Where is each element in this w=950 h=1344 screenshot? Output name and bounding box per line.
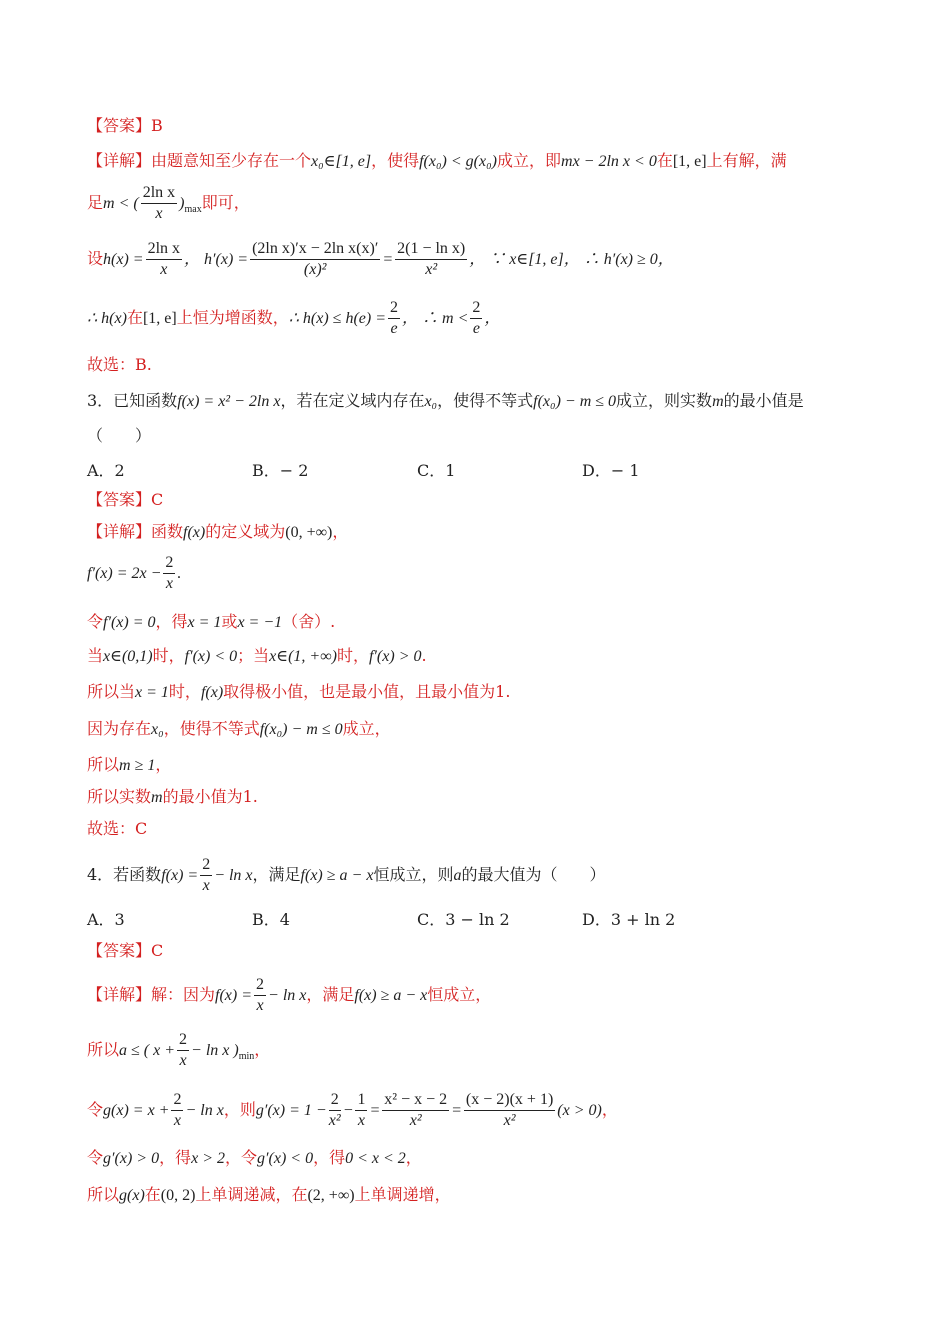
- math: =: [451, 1102, 462, 1119]
- math: ，: [484, 310, 501, 327]
- text: ，使得不等式: [163, 719, 260, 738]
- detail-line-3: [87, 239, 674, 280]
- subscript: min: [238, 1051, 255, 1063]
- denominator: e: [472, 320, 480, 337]
- math: f(x₀) − m ≤ 0: [533, 393, 617, 410]
- numerator: 2: [163, 553, 175, 574]
- math: f(x₀) < g(x₀): [419, 153, 497, 170]
- math: g′(x) = 1 −: [255, 1102, 327, 1119]
- text: ，满足: [252, 865, 301, 884]
- option-b[interactable]: B．4: [252, 910, 290, 929]
- q3-detail-4: [87, 645, 427, 668]
- denominator: x: [173, 1112, 182, 1129]
- text: （舍）.: [282, 612, 336, 631]
- numerator: 2: [200, 855, 212, 876]
- text: ，: [254, 1040, 271, 1059]
- math: m ≥ 1: [119, 757, 156, 774]
- math: x = 1: [135, 684, 169, 701]
- math: ∴ h(x): [87, 310, 127, 327]
- detail-label: 【详解】: [87, 985, 152, 1004]
- text: 当: [87, 646, 104, 665]
- q3-detail-5: [87, 681, 510, 704]
- math: mx − 2ln x < 0: [561, 153, 657, 170]
- math: x₀: [151, 721, 164, 738]
- text: 所以: [87, 755, 120, 774]
- detail-line-2: [87, 183, 250, 224]
- text: 时，: [152, 646, 185, 665]
- q4-detail-1: [87, 975, 491, 1016]
- question-4-stem: [87, 855, 605, 896]
- text: 的最大值为（ ）: [461, 865, 606, 884]
- option-c[interactable]: C．1: [417, 461, 456, 480]
- math: f(x): [200, 684, 224, 701]
- math: f(x) ≥ a − x: [354, 987, 428, 1004]
- answer-label-3: 【答案】C: [87, 490, 164, 509]
- math: =: [369, 1102, 381, 1119]
- math: f(x₀) − m ≤ 0: [259, 721, 343, 738]
- math: x∈(0,1): [103, 648, 153, 665]
- math: f′(x) > 0: [368, 648, 422, 665]
- fraction: [329, 1090, 341, 1131]
- denominator: x: [165, 575, 173, 592]
- math: a ≤ ( x +: [119, 1042, 176, 1059]
- text: 即可，: [201, 193, 250, 212]
- math: x = 1: [187, 614, 222, 631]
- numerator: 1: [355, 1090, 367, 1111]
- text: 在: [144, 1185, 161, 1204]
- numerator: 2: [171, 1090, 183, 1111]
- math: f(x): [183, 524, 206, 541]
- option-d[interactable]: D．− 1: [582, 461, 640, 480]
- text: 上单调递减，在: [195, 1185, 308, 1204]
- numerator: 2ln x: [141, 183, 177, 204]
- text: 所以当: [87, 682, 136, 701]
- text: 令: [87, 1148, 104, 1167]
- q4-detail-3: [87, 1090, 618, 1131]
- math: f(x) = x² − 2ln x: [177, 393, 281, 410]
- fraction: [146, 239, 182, 280]
- answer-label-4: 【答案】C: [87, 941, 164, 960]
- text: 所以: [87, 1185, 120, 1204]
- fraction: [395, 239, 467, 280]
- math: g(x): [119, 1187, 145, 1204]
- q3-detail-1: [87, 521, 348, 544]
- text: 4．若函数: [87, 865, 162, 884]
- text: .: [421, 646, 427, 665]
- text: ，: [332, 522, 349, 541]
- fraction: [141, 183, 177, 224]
- math: x = −1: [237, 614, 283, 631]
- math: [1, e]: [142, 310, 177, 327]
- denominator: x: [155, 205, 163, 222]
- fraction: [464, 1090, 555, 1131]
- math: (0, 2): [160, 1187, 196, 1204]
- text: 成立，即: [497, 151, 562, 170]
- math: (0, +∞): [285, 524, 333, 541]
- detail-label: 【详解】: [87, 522, 152, 541]
- math: − ln x: [268, 987, 307, 1004]
- denominator: (x)²: [303, 261, 327, 278]
- denominator: x²: [409, 1112, 422, 1129]
- text: 所以实数: [87, 787, 152, 806]
- fraction: [250, 239, 380, 280]
- text: 因为存在: [87, 719, 152, 738]
- text: 的定义域为: [205, 522, 286, 541]
- text: ，使得不等式: [437, 391, 534, 410]
- fraction: [254, 975, 266, 1016]
- numerator: 2: [254, 975, 266, 996]
- text: ，得: [313, 1148, 346, 1167]
- math: f′(x) = 2x −: [87, 565, 162, 582]
- math: f(x) =: [161, 867, 199, 884]
- fraction: [163, 553, 175, 594]
- detail-line-1: [87, 150, 787, 173]
- text: 上单调递增，: [354, 1185, 451, 1204]
- math: h(x) =: [103, 251, 144, 268]
- q3-detail-2: [87, 553, 181, 594]
- text: 的最小值是: [723, 391, 804, 410]
- math: ， h′(x) =: [184, 251, 249, 268]
- numerator: 2(1 − ln x): [395, 239, 467, 260]
- text: ，令: [225, 1148, 258, 1167]
- text: 取得极小值，也是最小值，且最小值为1.: [223, 682, 511, 701]
- text: 成立，: [342, 719, 391, 738]
- fraction: [470, 298, 482, 339]
- math: f(x) ≥ a − x: [300, 867, 374, 884]
- text: ，则: [223, 1100, 256, 1119]
- math: − ln x: [185, 1102, 224, 1119]
- q3-detail-7: [87, 754, 171, 777]
- denominator: e: [390, 320, 398, 337]
- text: ，得: [159, 1148, 192, 1167]
- text: 函数: [151, 522, 184, 541]
- numerator: (2ln x)′x − 2ln x(x)′: [250, 239, 380, 260]
- question-3-paren: （ ）: [87, 426, 152, 445]
- text: 令: [87, 1100, 104, 1119]
- question-3-stem: [87, 390, 804, 413]
- q3-detail-6: [87, 718, 391, 741]
- numerator: 2: [177, 1030, 189, 1051]
- denominator: x: [179, 1052, 187, 1069]
- text: 恒成立，则: [373, 865, 454, 884]
- math: g′(x) < 0: [257, 1150, 314, 1167]
- q4-detail-4: [87, 1147, 422, 1170]
- math: m: [151, 789, 163, 806]
- text: ，: [405, 1148, 422, 1167]
- detail-line-4: [87, 298, 500, 339]
- fraction: [388, 298, 400, 339]
- math: f′(x) = 0: [103, 614, 156, 631]
- text: 在: [126, 308, 143, 327]
- text: 设: [87, 249, 104, 268]
- numerator: 2ln x: [146, 239, 182, 260]
- math: .: [177, 565, 182, 582]
- math: x > 2: [191, 1150, 225, 1167]
- math: =: [382, 251, 394, 268]
- fraction: [200, 855, 212, 896]
- detail-label: 【详解】: [87, 151, 152, 170]
- text: 所以: [87, 1040, 120, 1059]
- math: x₀∈[1, e]: [311, 153, 372, 170]
- fraction: [355, 1090, 367, 1131]
- math: g(x) = x +: [103, 1102, 170, 1119]
- math: ): [179, 195, 185, 212]
- denominator: x: [256, 997, 264, 1014]
- text: ，得: [155, 612, 188, 631]
- text: 由题意知至少存在一个: [151, 151, 312, 170]
- text: ，使得: [371, 151, 420, 170]
- numerator: 2: [470, 298, 482, 319]
- q4-detail-5: [87, 1184, 451, 1207]
- text: 在: [656, 151, 673, 170]
- denominator: x: [160, 261, 168, 278]
- math: a: [453, 867, 462, 884]
- text: ，满足: [306, 985, 355, 1004]
- math: f(x) =: [215, 987, 253, 1004]
- math: f′(x) < 0: [184, 648, 238, 665]
- text: ，: [601, 1100, 618, 1119]
- text: 的最小值为1.: [162, 787, 258, 806]
- math: [1, e]: [672, 153, 707, 170]
- option-c[interactable]: C．3 − ln 2: [417, 910, 510, 929]
- math: ∴ h(x) ≤ h(e) =: [288, 310, 387, 327]
- fraction: [171, 1090, 183, 1131]
- text: 成立，则实数: [616, 391, 713, 410]
- math: m: [712, 393, 724, 410]
- math: ， ∴ m <: [402, 310, 469, 327]
- math: − ln x ): [191, 1042, 239, 1059]
- option-a[interactable]: A．2: [87, 461, 125, 480]
- denominator: x²: [503, 1112, 516, 1129]
- math: −: [342, 1102, 354, 1119]
- math: g′(x) > 0: [103, 1150, 160, 1167]
- subscript: max: [184, 204, 202, 216]
- option-d[interactable]: D．3 + ln 2: [582, 910, 676, 929]
- text: 令: [87, 612, 104, 631]
- denominator: x: [202, 877, 210, 894]
- numerator: (x − 2)(x + 1): [464, 1090, 555, 1111]
- text: ，: [155, 755, 172, 774]
- math: (x > 0): [557, 1102, 602, 1119]
- math: x∈(1, +∞): [269, 648, 337, 665]
- text: 恒成立，: [427, 985, 492, 1004]
- math: x₀: [424, 393, 438, 410]
- denominator: x²: [328, 1112, 341, 1129]
- q3-detail-8: [87, 786, 258, 809]
- fraction: [177, 1030, 189, 1071]
- math: m < (: [103, 195, 139, 212]
- text: 时，: [168, 682, 201, 701]
- option-b[interactable]: B．− 2: [252, 461, 309, 480]
- text: ，若在定义域内存在: [280, 391, 425, 410]
- answer-label-1: 【答案】B: [87, 116, 163, 135]
- numerator: 2: [388, 298, 400, 319]
- fraction: [382, 1090, 449, 1131]
- denominator: x²: [425, 261, 438, 278]
- option-a[interactable]: A．3: [87, 910, 125, 929]
- text: 或: [221, 612, 238, 631]
- math: − ln x: [214, 867, 253, 884]
- text: 上恒为增函数，: [176, 308, 289, 327]
- conclusion-3: 故选：C: [87, 819, 148, 838]
- q4-detail-2: [87, 1030, 270, 1071]
- text: ；当: [237, 646, 270, 665]
- text: 上有解，满: [706, 151, 787, 170]
- numerator: x² − x − 2: [382, 1090, 449, 1111]
- math: (2, +∞): [307, 1187, 355, 1204]
- denominator: x: [357, 1112, 366, 1129]
- text: 解：因为: [151, 985, 216, 1004]
- math: 0 < x < 2: [345, 1150, 406, 1167]
- conclusion-1: 故选：B.: [87, 355, 152, 374]
- math: ， ∵ x∈[1, e]， ∴ h′(x) ≥ 0，: [469, 251, 674, 268]
- text: 时，: [336, 646, 369, 665]
- text: 3．已知函数: [87, 391, 178, 410]
- q3-detail-3: [87, 611, 335, 634]
- text: 足: [87, 193, 104, 212]
- numerator: 2: [329, 1090, 341, 1111]
